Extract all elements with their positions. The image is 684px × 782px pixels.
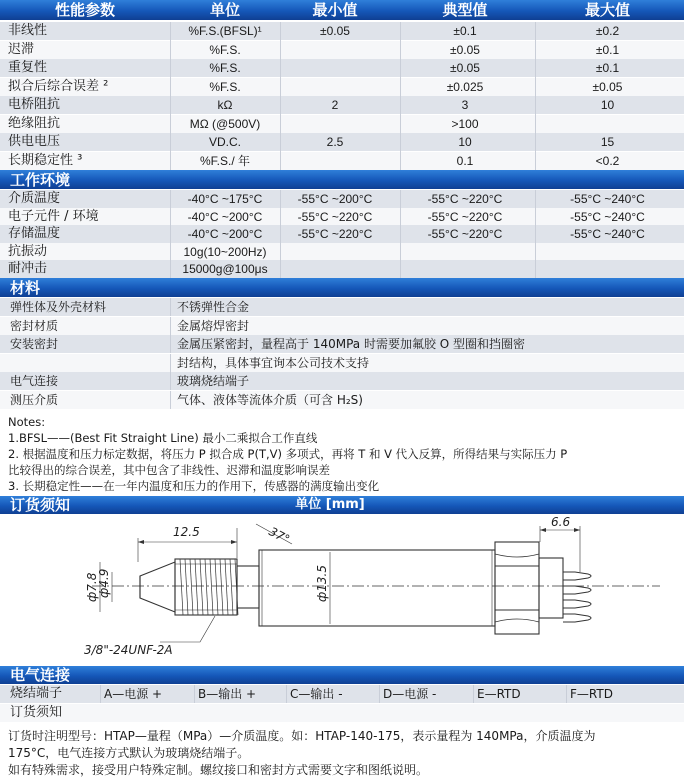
env-title: 工作环境 — [10, 171, 71, 189]
order-header-bar — [0, 496, 684, 514]
env-row — [0, 208, 684, 226]
dim-angle: 37° — [266, 524, 292, 547]
perf-cell-max: ±0.2 — [595, 24, 620, 38]
env-cell-unit: -40°C ~200°C — [187, 227, 263, 241]
order-note-label: 订货须知 — [10, 705, 63, 720]
header-param: 性能参数 — [54, 1, 115, 19]
env-row-label: 介质温度 — [8, 191, 61, 206]
perf-cell-min — [280, 59, 390, 77]
perf-row-label: 迟滞 — [8, 41, 35, 57]
neck — [237, 566, 259, 608]
elec-e: E—RTD — [477, 687, 521, 701]
perf-cell-typ: 0.1 — [456, 153, 474, 168]
env-cell-unit: -40°C ~175°C — [187, 192, 263, 206]
header-max: 最大值 — [584, 1, 630, 19]
note-line: 2. 根据温度和压力标定数据，将压力 P 拟合成 P(T,V) 多项式，再将 T 和 V 代入反算，所得结果与实际压力 P — [8, 447, 568, 461]
elec-terminal: 烧结端子 — [10, 686, 63, 701]
env-cell-min: -55°C ~220°C — [297, 209, 373, 224]
perf-row — [0, 41, 684, 59]
material-row-label: 电气连接 — [10, 374, 59, 388]
perf-row — [0, 152, 684, 170]
env-row — [0, 190, 684, 208]
thread-spec: 3/8"-24UNF-2A — [84, 643, 173, 657]
perf-row — [0, 133, 684, 151]
cone-tip — [140, 562, 175, 612]
env-cell-max: -55°C ~240°C — [570, 192, 645, 206]
perf-cell-unit: %F.S. — [209, 61, 241, 75]
perf-cell-typ: 10 — [458, 135, 472, 149]
elec-c: C—输出 - — [290, 687, 343, 701]
env-cell-unit: 15000g@100μs — [182, 262, 268, 276]
perf-cell-unit: %F.S.(BFSL)¹ — [188, 24, 262, 38]
header-unit: 单位 — [209, 1, 240, 19]
materials-header-bar — [0, 278, 684, 297]
perf-cell-max — [535, 115, 680, 133]
perf-cell-unit: VD.C. — [208, 135, 241, 149]
perf-cell-typ: ±0.1 — [453, 24, 477, 38]
material-row-label: 密封材质 — [10, 318, 59, 333]
env-row — [0, 243, 684, 261]
material-row-value: 金属熔焊密封 — [177, 318, 250, 333]
perf-row-label: 长期稳定性 ³ — [8, 152, 83, 168]
perf-cell-unit: MΩ (@500V) — [189, 116, 261, 131]
perf-row-label: 绝缘阻抗 — [8, 115, 61, 131]
footer-line: 订货时注明型号：HTAP—量程（MPa）—介质温度。如：HTAP-140-175，表示量程为 140MPa，介质温度为 — [8, 729, 596, 743]
perf-row-label: 电桥阻抗 — [8, 97, 61, 112]
pins — [563, 572, 591, 622]
env-cell-min — [280, 260, 390, 278]
perf-cell-min — [280, 115, 390, 133]
env-cell-typ: -55°C ~220°C — [427, 209, 503, 224]
dim-d3: ф13.5 — [315, 565, 329, 602]
footer-line: 175°C，电气连接方式默认为玻璃烧结端子。 — [8, 746, 250, 760]
env-cell-unit: 10g(10~200Hz) — [183, 244, 267, 259]
note-line: 1.BFSL——(Best Fit Straight Line) 最小二乘拟合工作直线 — [8, 431, 318, 445]
perf-row-label: 拟合后综合误差 ² — [8, 78, 109, 94]
dim-d1: ф7.8 — [85, 572, 99, 602]
material-row — [0, 317, 684, 335]
perf-cell-typ: >100 — [451, 116, 479, 131]
perf-cell-min: ±0.05 — [320, 24, 350, 38]
env-row-label: 抗振动 — [8, 243, 48, 259]
sensor-drawing — [0, 514, 684, 664]
perf-cell-typ: ±0.025 — [446, 79, 484, 94]
electrical-row — [0, 685, 684, 703]
perf-row — [0, 59, 684, 77]
env-cell-min: -55°C ~200°C — [297, 192, 373, 206]
footer — [8, 728, 678, 779]
perf-cell-max: ±0.1 — [595, 42, 620, 57]
material-row-value: 玻璃烧结端子 — [177, 374, 250, 388]
electrical-title: 电气连接 — [10, 666, 71, 684]
material-row-value: 封结构，具体事宜询本公司技术支持 — [177, 355, 370, 370]
perf-row — [0, 22, 684, 40]
perf-cell-unit: kΩ — [217, 98, 233, 112]
dim-length: 12.5 — [173, 525, 200, 539]
sensor-body — [259, 550, 495, 626]
material-row — [0, 298, 684, 316]
perf-cell-unit: %F.S. — [209, 42, 241, 57]
material-row-label: 弹性体及外壳材料 — [10, 300, 107, 314]
env-cell-max: -55°C ~240°C — [570, 227, 645, 241]
perf-row-label: 非线性 — [8, 23, 48, 38]
perf-header-bar — [0, 0, 684, 20]
perf-cell-min: 2 — [331, 98, 339, 112]
dim-d2: ф4.9 — [97, 568, 111, 598]
perf-cell-max: ±0.05 — [592, 79, 623, 94]
perf-row-label: 重复性 — [8, 60, 48, 75]
material-row — [0, 391, 684, 409]
env-cell-max: -55°C ~240°C — [570, 209, 645, 224]
material-row — [0, 372, 684, 390]
env-cell-min: -55°C ~220°C — [297, 227, 373, 241]
material-row-value: 金属压紧密封，量程高于 140MPa 时需要加氟胶 O 型圈和挡圈密 — [177, 337, 526, 351]
perf-row — [0, 115, 684, 133]
env-cell-max — [535, 260, 680, 278]
dim-hex: 6.6 — [551, 515, 571, 529]
perf-cell-min — [280, 41, 390, 59]
perf-cell-max: ±0.1 — [595, 61, 620, 75]
order-title: 订货须知 — [10, 496, 71, 514]
material-row-label: 安装密封 — [10, 337, 59, 351]
env-row — [0, 225, 684, 243]
perf-cell-min — [280, 152, 390, 170]
perf-cell-max: <0.2 — [595, 153, 620, 168]
perf-cell-typ: ±0.05 — [450, 61, 480, 75]
env-cell-max — [535, 243, 680, 261]
perf-row — [0, 96, 684, 114]
env-row — [0, 260, 684, 278]
perf-cell-max: 15 — [600, 135, 615, 149]
elec-a: A—电源 + — [104, 687, 163, 701]
elec-f: F—RTD — [570, 687, 613, 701]
perf-cell-max: 10 — [600, 98, 615, 112]
elec-d: D—电源 - — [383, 687, 437, 701]
perf-cell-unit: %F.S./ 年 — [199, 153, 250, 168]
env-row-label: 存储温度 — [8, 226, 61, 241]
note-line: 3. 长期稳定性——在一年内温度和压力的作用下，传感器的满度输出变化 — [8, 479, 380, 493]
material-row — [0, 335, 684, 353]
env-cell-typ — [400, 260, 530, 278]
electrical-header-bar — [0, 666, 684, 684]
notes — [8, 414, 567, 494]
perf-cell-min: 2.5 — [326, 135, 344, 149]
env-header-bar — [0, 170, 684, 189]
order-note-row — [0, 704, 684, 722]
env-row-label: 电子元件 / 环境 — [8, 208, 99, 224]
elec-b: B—输出 + — [198, 687, 257, 701]
perf-cell-unit: %F.S. — [209, 79, 241, 94]
order-unit-label: 单位 [mm] — [295, 497, 365, 512]
connector — [539, 558, 563, 618]
material-row — [0, 354, 684, 372]
perf-row — [0, 78, 684, 96]
env-row-label: 耐冲击 — [8, 261, 48, 276]
env-cell-min — [280, 243, 390, 261]
material-row-value: 气体、液体等流体介质（可含 H₂S) — [177, 392, 363, 407]
env-cell-unit: -40°C ~200°C — [187, 209, 263, 224]
perf-cell-typ: ±0.05 — [450, 42, 480, 57]
env-cell-typ: -55°C ~220°C — [427, 192, 503, 206]
notes-title: Notes: — [8, 415, 46, 429]
perf-row-label: 供电电压 — [8, 134, 61, 149]
env-cell-typ — [400, 243, 530, 261]
note-line: 比较得出的综合误差，其中包含了非线性、迟滞和温度影响误差 — [8, 463, 330, 477]
env-cell-typ: -55°C ~220°C — [427, 227, 503, 241]
materials-title: 材料 — [10, 279, 41, 297]
header-typ: 典型值 — [442, 1, 488, 19]
material-row-value: 不锈弹性合金 — [177, 300, 250, 314]
material-row-label: 测压介质 — [10, 392, 59, 407]
perf-cell-min — [280, 78, 390, 96]
footer-line: 如有特殊需求，接受用户特殊定制。螺纹接口和密封方式需要文字和图纸说明。 — [8, 763, 429, 777]
perf-cell-typ: 3 — [461, 98, 469, 112]
header-min: 最小值 — [312, 1, 358, 19]
